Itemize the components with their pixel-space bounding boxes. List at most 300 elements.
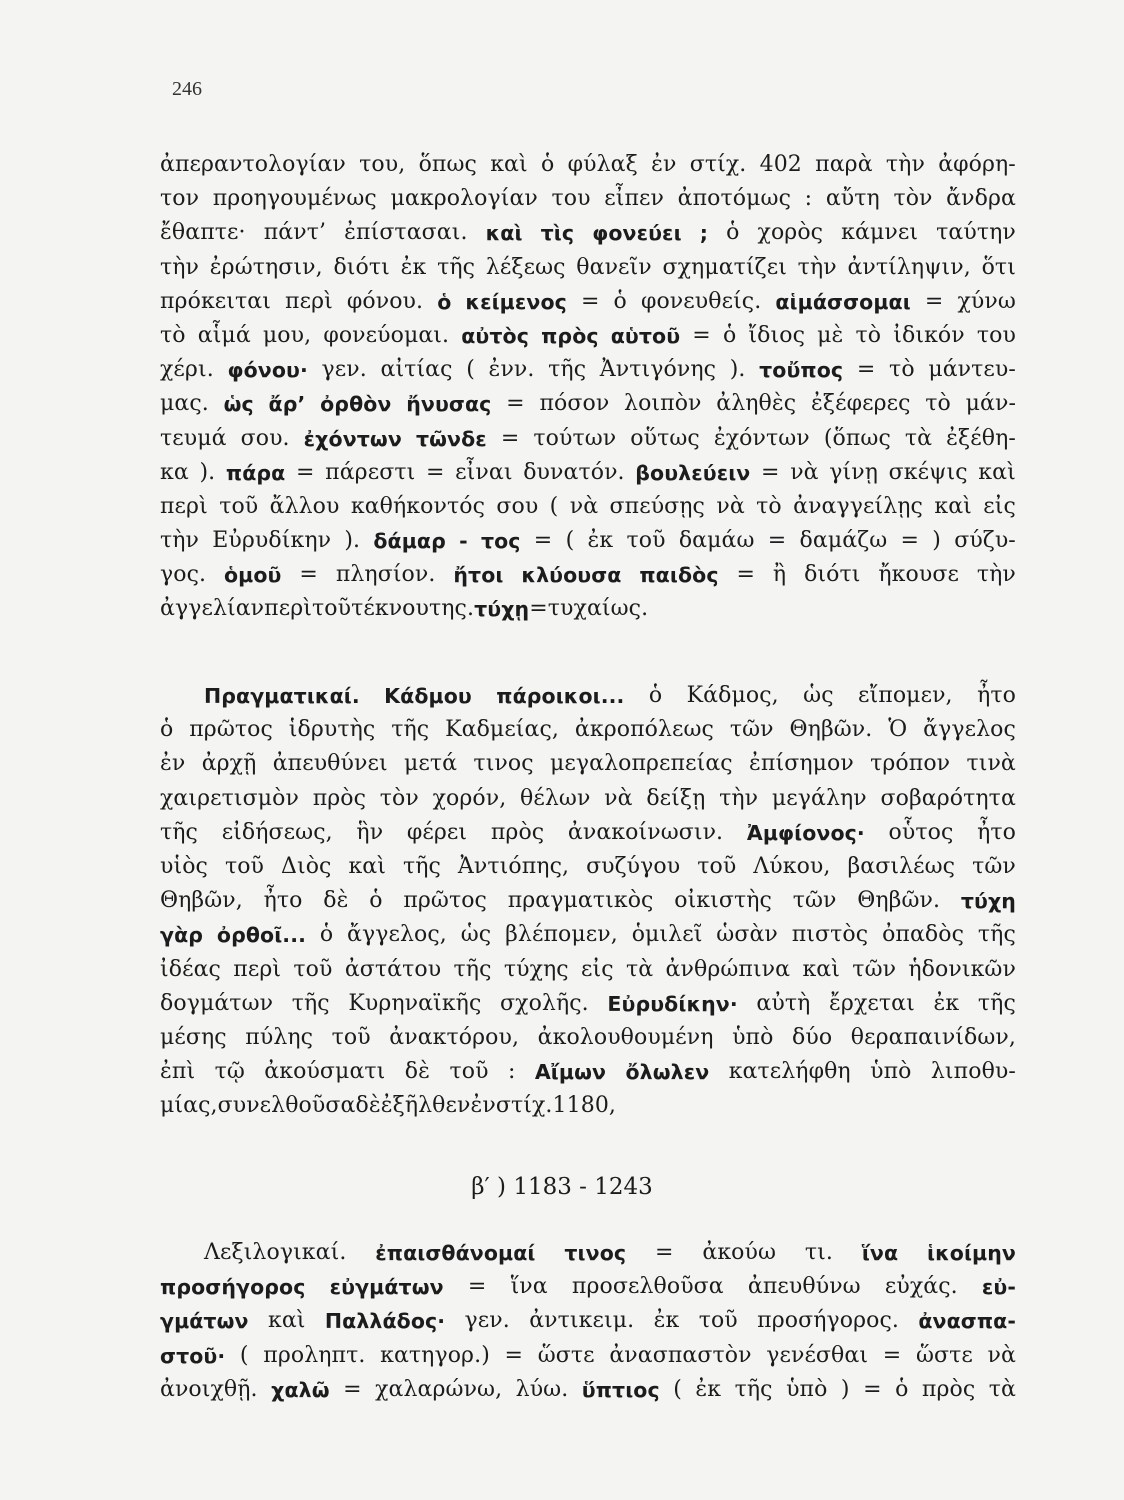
- word: δαμάω: [678, 528, 755, 554]
- word: ἐκ: [587, 528, 614, 554]
- word: Λεξιλογικαί.: [204, 1240, 347, 1265]
- word: ἐν: [651, 152, 677, 177]
- word: αὔτη: [825, 186, 880, 212]
- word: πρόκειται: [160, 288, 271, 314]
- word: κάμνει: [841, 220, 919, 246]
- text-line: [160, 1089, 1016, 1123]
- word: ἄγγελος: [923, 717, 1016, 743]
- word: ἀφόρη-: [938, 152, 1016, 177]
- word: ἦτο: [977, 683, 1016, 708]
- word: ἣν: [356, 819, 384, 845]
- word: κα: [160, 459, 189, 485]
- word: φέρει: [406, 819, 468, 845]
- lemma-word: ἱκοίμην: [927, 1241, 1016, 1265]
- word: ἀκούσματι: [264, 1059, 386, 1085]
- word: γος.: [160, 562, 207, 588]
- word: ἐρώτησιν,: [209, 254, 323, 280]
- word: μου,: [262, 322, 312, 348]
- word: κατελήφθη: [728, 1059, 851, 1085]
- word: νὰ: [604, 785, 633, 811]
- word: ἀκροπόλεως: [574, 717, 714, 743]
- word: ἤκουσε: [878, 562, 959, 588]
- word: πρὸς: [312, 785, 367, 811]
- word: Διὸς: [281, 853, 332, 879]
- word: δύο: [792, 1024, 833, 1050]
- word: τὰ: [626, 956, 654, 982]
- word: ὁ: [160, 717, 174, 743]
- word: δείξῃ: [646, 785, 706, 811]
- word: καὶ: [267, 1308, 306, 1334]
- word: σου: [496, 493, 539, 519]
- word: δαμάζω: [799, 528, 888, 554]
- word: ἀρχῇ: [201, 751, 257, 777]
- word: γενέσθαι: [766, 1342, 869, 1368]
- word: τοῦ: [697, 853, 737, 879]
- word: τοῦ: [219, 493, 259, 519]
- word: ἐξέθη-: [946, 425, 1016, 451]
- word: =: [580, 288, 600, 314]
- text-line: [160, 816, 1016, 850]
- text-line: [160, 353, 1016, 387]
- word: =: [863, 1376, 882, 1402]
- lemma-word: ὕπτιος: [581, 1377, 660, 1402]
- lemma-word: ἐχόντων: [303, 426, 402, 451]
- word: (ὅπως: [823, 425, 891, 451]
- word: =: [692, 322, 711, 348]
- word: ὁ: [648, 683, 663, 708]
- word: δυνατόν.: [523, 459, 625, 485]
- paragraph-commentary: [160, 148, 1016, 627]
- word: ὡς: [803, 683, 834, 708]
- word: ἡδονικῶν: [908, 956, 1016, 982]
- word: Λύκου,: [753, 853, 831, 879]
- text-line: [160, 387, 1016, 421]
- word: τοῦ: [331, 1024, 371, 1050]
- word: πιστὸς: [791, 922, 869, 948]
- word: αἷμά: [197, 322, 251, 348]
- word: ἀποτόμως: [677, 186, 792, 212]
- word: τὸ: [756, 493, 782, 519]
- lemma-word: φόνου·: [227, 358, 308, 383]
- word: του: [551, 186, 591, 212]
- text-line: [160, 713, 1016, 747]
- word: ).: [729, 357, 746, 383]
- paragraph-lexilogikai: [160, 1236, 1016, 1407]
- word: μέσης: [160, 1024, 227, 1050]
- lemma-word: τύχη: [960, 889, 1016, 914]
- word: μετά: [404, 751, 458, 777]
- word: καὶ: [934, 493, 972, 519]
- word: εἰς: [581, 956, 614, 982]
- lemma-word: κείμενος: [465, 289, 567, 314]
- word: περὶ: [285, 288, 333, 314]
- word: =: [299, 562, 318, 588]
- word: (: [565, 528, 575, 554]
- word: νὰ: [790, 459, 819, 485]
- word: ἐπίστασαι.: [344, 220, 468, 246]
- word: σχηματίζει: [662, 254, 787, 280]
- word: τῆς: [977, 922, 1016, 948]
- word: στίχ.: [495, 1093, 553, 1119]
- word: ἀναγγείλῃς: [793, 493, 923, 519]
- word: ταύτην: [936, 220, 1016, 246]
- word: ὑπὸ: [786, 1376, 828, 1402]
- word: =: [343, 1376, 362, 1402]
- word: συζύγου: [586, 853, 681, 879]
- word: =: [500, 425, 520, 451]
- word: σύζυ-: [954, 528, 1016, 554]
- word: πρὸς: [490, 819, 545, 845]
- lemma-word: ὀρθοῖ...: [216, 923, 306, 948]
- word: μεγάλην: [771, 785, 867, 811]
- word: ἱδρυτὴς: [288, 717, 376, 743]
- word: τῷ: [214, 1059, 245, 1085]
- word: μάν-: [965, 391, 1016, 417]
- text-line: [160, 592, 1016, 626]
- word: ἄλλου: [269, 493, 340, 519]
- word: δὲ: [323, 888, 349, 914]
- word: τῶν: [729, 717, 774, 743]
- word: ἐξέφερες: [810, 391, 911, 417]
- word: νὰ: [716, 493, 745, 519]
- word: ὁ: [726, 220, 740, 246]
- word: σου.: [240, 425, 290, 451]
- word: προηγουμένως: [212, 186, 377, 212]
- lemma-word: γμάτων: [160, 1309, 249, 1334]
- word: καὶ: [978, 459, 1016, 485]
- lemma-word: αὐτὸς: [461, 323, 529, 348]
- word: αὐτὴ: [756, 990, 811, 1016]
- word: μας.: [160, 391, 209, 417]
- word: ἀνακτόρου,: [389, 1024, 520, 1050]
- word: περὶ: [264, 596, 312, 622]
- word: τυχαίως.: [547, 596, 649, 622]
- word: πρὸς: [921, 1376, 976, 1402]
- text-line: [160, 782, 1016, 816]
- word: ἐνν.: [488, 357, 535, 383]
- word: τοῦ: [698, 1308, 738, 1334]
- word: τῆς: [548, 357, 587, 383]
- word: 1180,: [552, 1093, 617, 1119]
- lemma-word: καὶ: [485, 221, 523, 246]
- text-line: [160, 884, 1016, 918]
- word: =: [924, 288, 944, 314]
- word: εἰς: [983, 493, 1016, 519]
- lemma-word: Κάδμου: [384, 684, 472, 708]
- lemma-word: ὀρθὸν: [320, 392, 392, 417]
- word: 402: [759, 152, 802, 177]
- text-line: [160, 182, 1016, 216]
- lemma-word: ὄλωλεν: [625, 1060, 710, 1085]
- word: =: [767, 528, 787, 554]
- page-number: 246: [172, 78, 202, 100]
- word: τὴν: [797, 254, 837, 280]
- text-line: [160, 679, 1016, 713]
- word: ὥστε: [915, 1342, 973, 1368]
- text-line: [160, 524, 1016, 558]
- word: πρῶτος: [403, 888, 487, 914]
- word: ἀνοιχθῇ.: [160, 1376, 258, 1402]
- word: Θηβῶν,: [160, 888, 243, 914]
- text-line: [160, 1055, 1016, 1089]
- word: Ἀντιόπης,: [457, 853, 570, 879]
- word: ).: [199, 459, 216, 485]
- word: =: [467, 1274, 487, 1300]
- lemma-word: ἵνα: [861, 1241, 899, 1265]
- word: καὶ: [802, 956, 840, 982]
- word: ὁ: [722, 322, 737, 348]
- word: της.: [429, 596, 475, 622]
- word: υἱὸς: [160, 853, 208, 879]
- lemma-word: πάροικοι...: [496, 684, 625, 708]
- word: σχολῆς.: [500, 990, 589, 1016]
- lemma-word: αὑτοῦ: [610, 323, 681, 348]
- word: πύλης: [245, 1024, 314, 1050]
- word: =: [504, 1342, 524, 1368]
- lemma-word: Παλλάδος·: [324, 1309, 446, 1334]
- lemma-word: τοὔπος: [759, 358, 844, 383]
- word: ὁ: [895, 1376, 909, 1402]
- word: κατηγορ.): [380, 1342, 490, 1368]
- lemma-word: δάμαρ: [373, 529, 446, 554]
- word: νὰ: [987, 1342, 1016, 1368]
- word: ἐν: [470, 1093, 496, 1119]
- word: χαιρετισμὸν: [160, 785, 299, 811]
- word: ἀντίληψιν,: [847, 254, 971, 280]
- word: τῆς: [391, 717, 430, 743]
- word: τὴν: [719, 785, 759, 811]
- word: πλησίον.: [335, 562, 436, 588]
- word: ἐξῆλθεν: [380, 1093, 471, 1119]
- word: τοῦ: [293, 956, 333, 982]
- word: =: [533, 528, 553, 554]
- text-line: [160, 953, 1016, 987]
- word: χορόν,: [432, 785, 507, 811]
- word: πραγματικὸς: [507, 888, 654, 914]
- text-line: [160, 1236, 1016, 1270]
- word: =: [882, 1342, 902, 1368]
- lemma-word: ἀνασπα-: [918, 1309, 1016, 1334]
- word: καὶ: [490, 152, 528, 177]
- word: ἀληθὲς: [716, 391, 797, 417]
- lemma-word: στοῦ·: [160, 1343, 226, 1368]
- word: ἀκούω: [702, 1240, 777, 1265]
- text-line: [160, 558, 1016, 592]
- word: σοβαρότητα: [880, 785, 1016, 811]
- word: λέξεως: [485, 254, 566, 280]
- word: ὁ: [541, 152, 555, 177]
- lemma-word: φονεύει: [592, 221, 682, 246]
- word: ἐχόντων: [713, 425, 810, 451]
- word: χέρι.: [160, 357, 214, 383]
- word: :: [507, 1059, 516, 1085]
- word: πάντ’: [263, 220, 327, 246]
- word: χύνω: [957, 288, 1016, 314]
- word: παρὰ: [815, 152, 873, 177]
- paragraph-pragmatikai: [160, 679, 1016, 1123]
- word: τὸ: [160, 322, 186, 348]
- word: ): [840, 1376, 850, 1402]
- word: =: [856, 357, 876, 383]
- word: δὲ: [404, 1059, 431, 1085]
- word: τὸ: [855, 322, 882, 348]
- lemma-word: τος: [480, 529, 521, 554]
- word: τούτων: [533, 425, 617, 451]
- word: ἀκολουθουμένη: [537, 1024, 714, 1050]
- word: ὁ: [613, 288, 627, 314]
- word: ἐκ: [933, 990, 960, 1016]
- word: τῆς: [453, 956, 492, 982]
- word: θέλων: [520, 785, 591, 811]
- lemma-word: βουλεύειν: [635, 460, 751, 485]
- word: τῶν: [972, 853, 1016, 879]
- word: ): [932, 528, 941, 554]
- text-line: [160, 456, 1016, 490]
- word: δογμάτων: [160, 990, 274, 1016]
- word: λιποθυ-: [930, 1059, 1016, 1085]
- word: γεν.: [464, 1308, 510, 1334]
- word: ἀνθρώπινα: [665, 956, 791, 982]
- word: ὅτι: [981, 254, 1016, 280]
- text-line: [160, 918, 1016, 952]
- text-line: [160, 251, 1016, 285]
- lemma-word: ὁμοῦ: [224, 563, 282, 588]
- word: ὑπὸ: [870, 1059, 912, 1085]
- word: τοῦ: [626, 528, 666, 554]
- word: τοῦ: [449, 1059, 489, 1085]
- lemma-word: ἤτοι: [453, 563, 504, 588]
- text-line: [160, 216, 1016, 250]
- word: τὸ: [889, 357, 915, 383]
- word: φονεύομαι.: [323, 322, 450, 348]
- text-line: [160, 850, 1016, 884]
- word: τῶν: [852, 956, 897, 982]
- lemma-word: Ἀμφίονος·: [746, 820, 865, 845]
- lemma-word: τὶς: [540, 221, 575, 246]
- word: ἔρχεται: [829, 990, 915, 1016]
- word: τευμά: [160, 425, 227, 451]
- word: διότι: [333, 254, 390, 280]
- word: αἰτίας: [380, 357, 453, 383]
- word: (: [673, 1376, 682, 1402]
- word: Κυρηναϊκῆς: [348, 990, 482, 1016]
- word: προσελθοῦσα: [571, 1274, 724, 1300]
- word: τινὰ: [966, 751, 1016, 777]
- word: ὡς: [460, 922, 492, 948]
- lemma-word: τινος: [564, 1241, 627, 1265]
- word: τὴν: [976, 562, 1016, 588]
- word: τὰ: [988, 1376, 1016, 1402]
- word: βλέπομεν,: [505, 922, 618, 948]
- lemma-word: πρὸς: [541, 323, 599, 348]
- word: τον: [160, 186, 200, 212]
- lemma-word: εὐγμάτων: [329, 1275, 444, 1300]
- word: μὲ: [817, 322, 844, 348]
- word: σπεύσῃς: [609, 493, 705, 519]
- word: ἐκ: [695, 1376, 722, 1402]
- word: εἶπεν: [604, 186, 665, 212]
- word: τὸν: [379, 785, 419, 811]
- word: θανεῖν: [576, 254, 652, 280]
- word: εἰδήσεως,: [221, 819, 333, 845]
- word: περὶ: [233, 956, 282, 982]
- text-line: [160, 422, 1016, 456]
- section-heading: β′ ) 1183 - 1243: [471, 1174, 653, 1200]
- word: συνελθοῦσα: [217, 1093, 356, 1119]
- word: =: [295, 459, 315, 485]
- word: οὗτος: [888, 819, 954, 845]
- lemma-word: πάρα: [225, 460, 286, 485]
- text-line: [160, 1021, 1016, 1055]
- word: ὀπαδὸς: [882, 922, 965, 948]
- word: :: [804, 186, 813, 212]
- word: Κάδμος,: [686, 683, 779, 708]
- word: εἶναι: [455, 459, 513, 485]
- word: χορὸς: [757, 220, 824, 246]
- lemma-word: τῶνδε: [415, 426, 487, 451]
- word: του: [976, 322, 1016, 348]
- word: προληπτ.: [263, 1342, 366, 1368]
- word: ἀντικειμ.: [529, 1308, 635, 1334]
- lemma-word: χαλῶ: [271, 1377, 330, 1402]
- word: προσήγορος.: [757, 1308, 899, 1334]
- lemma-word: εὐ-: [981, 1275, 1016, 1300]
- lemma-word: ὡς: [223, 392, 254, 417]
- word: ).: [344, 528, 361, 554]
- word: εἴπομεν,: [858, 683, 953, 708]
- word: Ἀντιγόνης: [599, 357, 717, 383]
- word: ὁ: [369, 888, 383, 914]
- word: =: [654, 1240, 674, 1265]
- text-line: [160, 747, 1016, 781]
- word: εὐχάς.: [884, 1274, 958, 1300]
- word: βασιλέως: [847, 853, 956, 879]
- word: καθήκοντός: [350, 493, 486, 519]
- lemma-word: Εὐρυδίκην·: [607, 991, 738, 1016]
- word: τὴν: [160, 254, 200, 280]
- word: ἦτο: [263, 888, 303, 914]
- word: τοῦ: [311, 596, 352, 622]
- word: τὰ: [904, 425, 933, 451]
- word: τῆς: [734, 1376, 773, 1402]
- word: διότι: [804, 562, 861, 588]
- word: πρῶτος: [189, 717, 273, 743]
- word: ἦτο: [977, 819, 1016, 845]
- word: =: [900, 528, 920, 554]
- word: ὁμιλεῖ: [631, 922, 703, 948]
- word: φύλαξ: [567, 152, 638, 177]
- lemma-word: προσήγορος: [160, 1275, 306, 1300]
- word: μίας,: [160, 1093, 218, 1119]
- word: Ὁ: [888, 717, 908, 743]
- text-line: [160, 1339, 1016, 1373]
- lemma-word: αἱμάσσομαι: [775, 289, 911, 314]
- lemma-word: γὰρ: [160, 923, 204, 948]
- word: ὑπὸ: [732, 1024, 774, 1050]
- word: τὴν: [885, 152, 925, 177]
- text-line: [160, 1373, 1016, 1407]
- word: περὶ: [160, 493, 208, 519]
- word: θεραπαινίδων,: [850, 1024, 1016, 1050]
- word: μεγαλοπρεπείας: [549, 751, 733, 777]
- word: ἐκ: [653, 1308, 680, 1334]
- lemma-word: ἄρ’: [268, 392, 306, 417]
- word: στίχ.: [689, 152, 747, 177]
- word: τῆς: [402, 853, 441, 879]
- lemma-word: ἐπαισθάνομαί: [375, 1241, 536, 1265]
- word: =: [736, 562, 756, 588]
- lemma-word: ὁ: [437, 289, 452, 314]
